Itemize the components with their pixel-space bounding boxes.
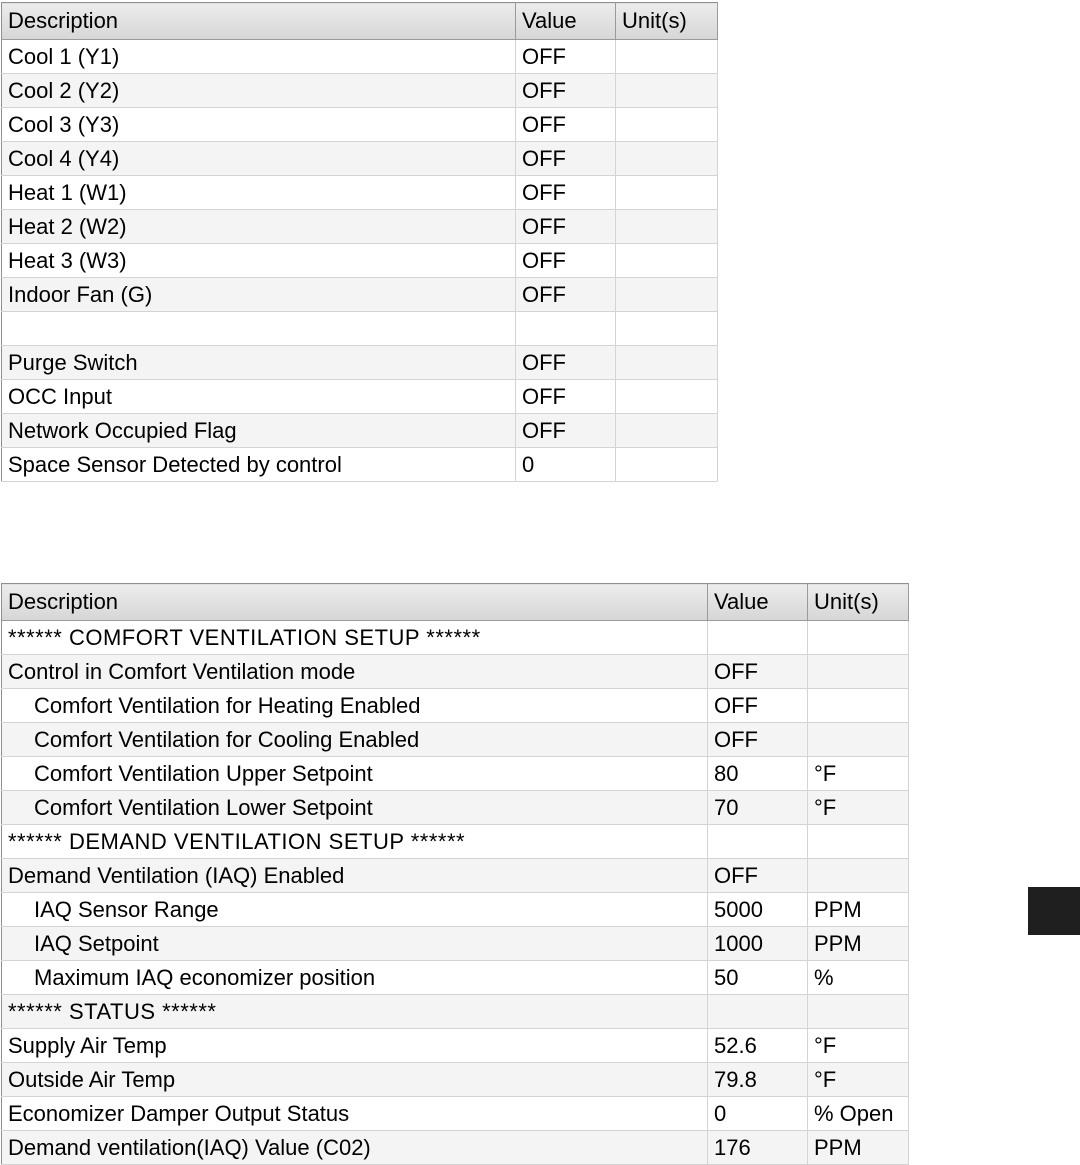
value-cell[interactable]: 70 xyxy=(708,791,808,825)
description-cell: IAQ Sensor Range xyxy=(2,893,708,927)
description-column-header[interactable]: Description xyxy=(2,584,708,621)
value-cell[interactable]: OFF xyxy=(516,414,616,448)
units-cell xyxy=(616,74,718,108)
table-row[interactable] xyxy=(2,1063,909,1097)
table-row[interactable] xyxy=(2,655,909,689)
value-column-header[interactable]: Value xyxy=(708,584,808,621)
description-cell: Cool 1 (Y1) xyxy=(2,40,516,74)
value-cell[interactable]: OFF xyxy=(516,210,616,244)
table-row[interactable] xyxy=(2,1029,909,1063)
units-cell xyxy=(616,448,718,482)
io-status-table xyxy=(1,2,718,482)
table-row[interactable] xyxy=(2,961,909,995)
section-header-row[interactable] xyxy=(2,621,909,655)
table-row[interactable] xyxy=(2,176,718,210)
units-cell xyxy=(808,621,909,655)
units-cell xyxy=(808,655,909,689)
units-cell: % xyxy=(808,961,909,995)
section-title: ****** DEMAND VENTILATION SETUP ****** xyxy=(2,825,708,859)
value-cell xyxy=(708,995,808,1029)
section-title: ****** STATUS ****** xyxy=(2,995,708,1029)
description-cell: Comfort Ventilation for Cooling Enabled xyxy=(2,723,708,757)
table-row[interactable] xyxy=(2,893,909,927)
table-row[interactable] xyxy=(2,859,909,893)
description-cell: Comfort Ventilation Lower Setpoint xyxy=(2,791,708,825)
value-cell[interactable]: OFF xyxy=(708,723,808,757)
description-cell: Demand ventilation(IAQ) Value (C02) xyxy=(2,1131,708,1165)
value-cell[interactable]: OFF xyxy=(708,655,808,689)
description-cell: Heat 2 (W2) xyxy=(2,210,516,244)
table-row[interactable] xyxy=(2,108,718,142)
units-cell: °F xyxy=(808,1063,909,1097)
table-header-row xyxy=(2,3,718,40)
value-cell[interactable]: 52.6 xyxy=(708,1029,808,1063)
table-row[interactable] xyxy=(2,689,909,723)
table-header-row xyxy=(2,584,909,621)
value-cell[interactable]: OFF xyxy=(516,40,616,74)
section-header-row[interactable] xyxy=(2,995,909,1029)
units-column-header[interactable]: Unit(s) xyxy=(808,584,909,621)
value-cell[interactable]: 1000 xyxy=(708,927,808,961)
description-cell: Indoor Fan (G) xyxy=(2,278,516,312)
description-cell: Demand Ventilation (IAQ) Enabled xyxy=(2,859,708,893)
units-cell xyxy=(808,995,909,1029)
table-row[interactable] xyxy=(2,1131,909,1165)
units-cell xyxy=(616,312,718,346)
description-cell: Space Sensor Detected by control xyxy=(2,448,516,482)
units-cell xyxy=(808,689,909,723)
description-cell: Cool 4 (Y4) xyxy=(2,142,516,176)
description-cell: Control in Comfort Ventilation mode xyxy=(2,655,708,689)
description-cell: Supply Air Temp xyxy=(2,1029,708,1063)
description-cell: Network Occupied Flag xyxy=(2,414,516,448)
description-cell: Cool 3 (Y3) xyxy=(2,108,516,142)
units-cell xyxy=(616,108,718,142)
units-cell xyxy=(616,414,718,448)
value-cell[interactable]: OFF xyxy=(516,108,616,142)
description-cell xyxy=(2,312,516,346)
table-row[interactable] xyxy=(2,74,718,108)
table-row[interactable] xyxy=(2,723,909,757)
units-cell xyxy=(616,244,718,278)
table-row[interactable] xyxy=(2,757,909,791)
section-header-row[interactable] xyxy=(2,825,909,859)
table-row[interactable] xyxy=(2,346,718,380)
units-cell: PPM xyxy=(808,1131,909,1165)
units-cell xyxy=(616,380,718,414)
table-row[interactable] xyxy=(2,414,718,448)
ventilation-setup-table xyxy=(1,583,909,1165)
value-cell[interactable] xyxy=(516,312,616,346)
section-title: ****** COMFORT VENTILATION SETUP ****** xyxy=(2,621,708,655)
description-cell: Comfort Ventilation Upper Setpoint xyxy=(2,757,708,791)
description-cell: Comfort Ventilation for Heating Enabled xyxy=(2,689,708,723)
table-row[interactable] xyxy=(2,40,718,74)
units-column-header[interactable]: Unit(s) xyxy=(616,3,718,40)
units-cell: % Open xyxy=(808,1097,909,1131)
description-cell: Purge Switch xyxy=(2,346,516,380)
value-cell[interactable]: OFF xyxy=(516,176,616,210)
units-cell xyxy=(808,825,909,859)
description-cell: Outside Air Temp xyxy=(2,1063,708,1097)
value-cell[interactable]: OFF xyxy=(516,244,616,278)
units-cell xyxy=(808,859,909,893)
table-row[interactable] xyxy=(2,278,718,312)
description-cell: IAQ Setpoint xyxy=(2,927,708,961)
units-cell xyxy=(616,142,718,176)
units-cell xyxy=(808,723,909,757)
value-cell[interactable]: 50 xyxy=(708,961,808,995)
table-row[interactable] xyxy=(2,448,718,482)
units-cell: PPM xyxy=(808,893,909,927)
value-cell[interactable]: 80 xyxy=(708,757,808,791)
units-cell: PPM xyxy=(808,927,909,961)
value-cell[interactable]: OFF xyxy=(516,346,616,380)
value-cell[interactable]: OFF xyxy=(708,859,808,893)
table-row[interactable] xyxy=(2,312,718,346)
value-cell[interactable]: OFF xyxy=(516,278,616,312)
units-cell xyxy=(616,40,718,74)
value-column-header[interactable]: Value xyxy=(516,3,616,40)
units-cell: °F xyxy=(808,791,909,825)
units-cell: °F xyxy=(808,757,909,791)
value-cell[interactable]: 79.8 xyxy=(708,1063,808,1097)
description-cell: Heat 3 (W3) xyxy=(2,244,516,278)
value-cell[interactable]: OFF xyxy=(708,689,808,723)
value-cell[interactable]: OFF xyxy=(516,74,616,108)
units-cell xyxy=(616,278,718,312)
description-cell: Economizer Damper Output Status xyxy=(2,1097,708,1131)
value-cell[interactable]: OFF xyxy=(516,380,616,414)
units-cell xyxy=(616,210,718,244)
value-cell xyxy=(708,825,808,859)
description-column-header[interactable]: Description xyxy=(2,3,516,40)
value-cell[interactable]: 0 xyxy=(708,1097,808,1131)
units-cell xyxy=(616,176,718,210)
description-cell: Cool 2 (Y2) xyxy=(2,74,516,108)
units-cell: °F xyxy=(808,1029,909,1063)
table-row[interactable] xyxy=(2,142,718,176)
value-cell[interactable]: 0 xyxy=(516,448,616,482)
units-cell xyxy=(616,346,718,380)
value-cell[interactable]: 5000 xyxy=(708,893,808,927)
description-cell: Heat 1 (W1) xyxy=(2,176,516,210)
value-cell[interactable]: OFF xyxy=(516,142,616,176)
table-row[interactable] xyxy=(2,1097,909,1131)
table-row[interactable] xyxy=(2,210,718,244)
value-cell[interactable]: 176 xyxy=(708,1131,808,1165)
value-cell xyxy=(708,621,808,655)
description-cell: OCC Input xyxy=(2,380,516,414)
table-row[interactable] xyxy=(2,244,718,278)
table-row[interactable] xyxy=(2,380,718,414)
table-row[interactable] xyxy=(2,791,909,825)
description-cell: Maximum IAQ economizer position xyxy=(2,961,708,995)
page-edge-tab xyxy=(1028,887,1080,935)
table-row[interactable] xyxy=(2,927,909,961)
